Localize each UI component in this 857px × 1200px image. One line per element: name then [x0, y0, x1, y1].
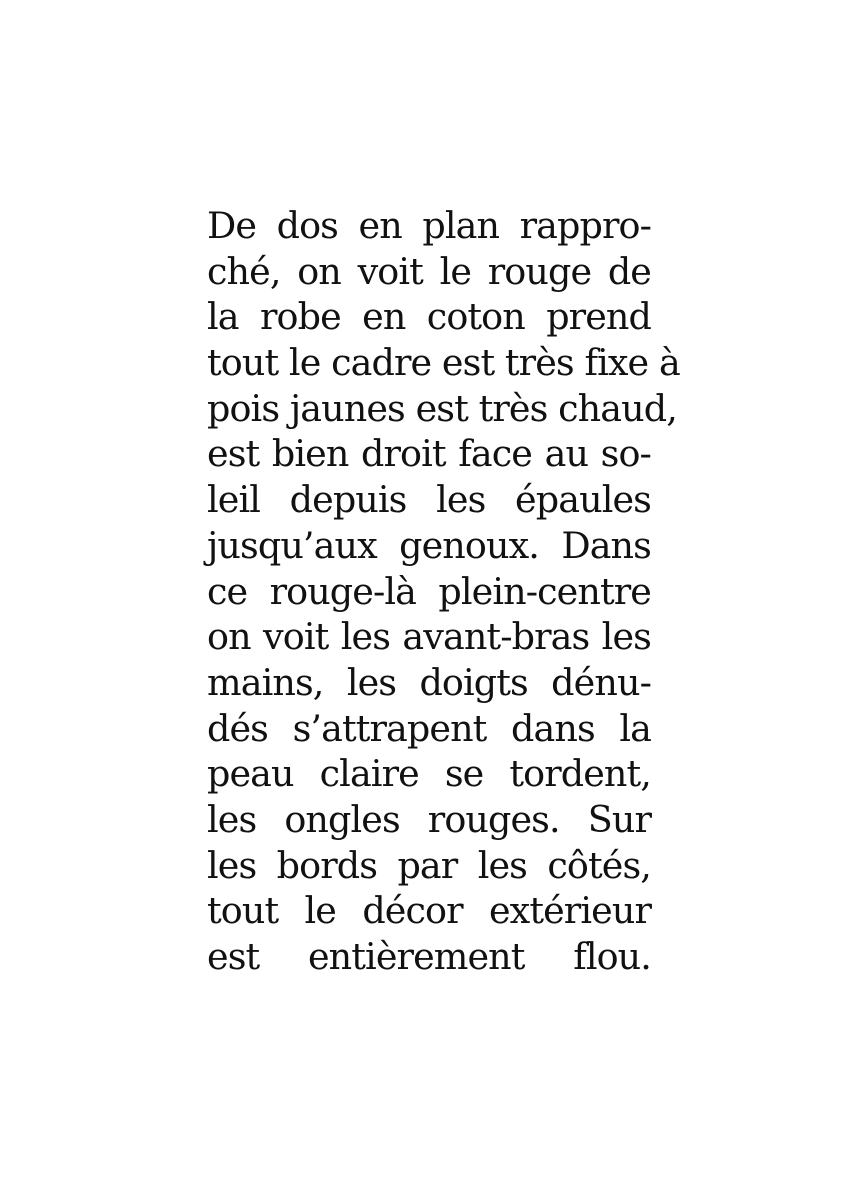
text-line: ché, on voit le rouge de	[207, 249, 651, 293]
text-line: est bien droit face au so-	[207, 432, 651, 476]
text-line: tout le cadre est très fixe à	[207, 341, 680, 385]
text-line: est entièrement flou.	[207, 935, 651, 978]
text-line: on voit les avant-bras les	[207, 615, 651, 659]
text-line: De dos en plan rappro-	[207, 204, 651, 247]
text-line: peau claire se tordent,	[207, 752, 651, 796]
body-paragraph	[207, 203, 680, 980]
text-line: tout le décor extérieur	[207, 889, 651, 933]
text-line: leil depuis les épaules	[207, 478, 651, 522]
text-line: pois jaunes est très chaud,	[207, 386, 677, 430]
text-line: jusqu’aux genoux. Dans	[207, 523, 651, 567]
text-line: dés s’attrapent dans la	[207, 706, 651, 750]
text-line: les bords par les côtés,	[207, 843, 651, 887]
text-line: ce rouge-là plein-centre	[207, 569, 651, 613]
text-line: les ongles rouges. Sur	[207, 797, 651, 841]
text-line: la robe en coton prend	[207, 295, 651, 339]
text-line: mains, les doigts dénu-	[207, 660, 651, 704]
